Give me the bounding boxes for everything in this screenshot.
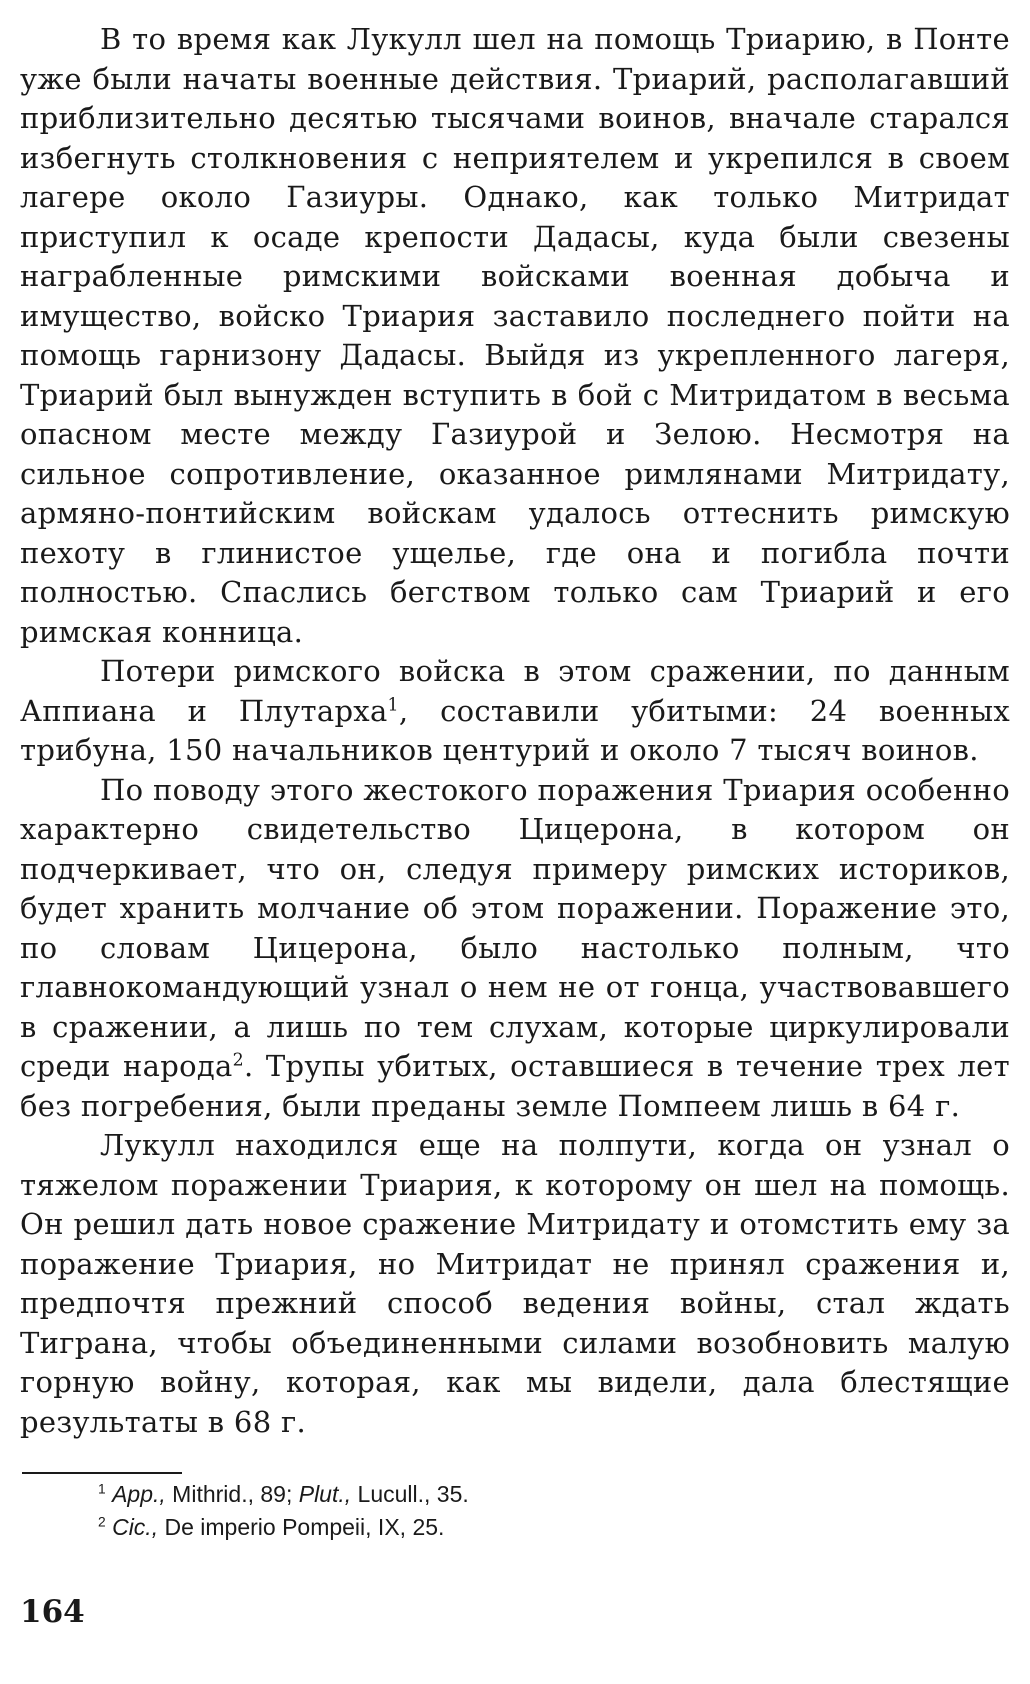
footnote-2 [98,1511,998,1544]
paragraph-3 [20,771,1010,1127]
paragraph-2 [20,652,1010,771]
footnote-author: Plut., [298,1481,352,1507]
paragraph-1: В то время как Лукулл шел на помощь Триарию, в Понте уже были начаты военные действия. Триарий, располагавший приблизительно десятью тысячами воинов, вначале старался избегнуть столкновения с неприятелем и укрепился в своем лагере около Газиуры. Однако, как только Митридат приступил к осаде крепости Дадасы, куда были свезены награбленные римскими войсками военная добыча и имущество, войско Триария заставило последнего пойти на помощь гарнизону Дадасы. Выйдя из укрепленного лагеря, Триарий был вынужден вступить в бой с Митридатом в весьма опасном месте между Газиурой и Зелою. Несмотря на сильное сопротивление, оказанное римлянами Митридату, армяно-понтийским войскам удалось оттеснить римскую пехоту в глинистое ущелье, где она и погибла почти полностью. Спаслись бегством только сам Триарий и его римская конница. [20,22,1010,649]
paragraph-4: Лукулл находился еще на полпути, когда он узнал о тяжелом поражении Триария, к которому он шел на помощь. Он решил дать новое сражение Митридату и отомстить ему за поражение Триария, но Митридат не принял сражения и, предпочтя прежний способ ведения войны, стал ждать Тиграна, чтобы объединенными силами возобновить малую горную войну, которая, как мы видели, дала блестящие результаты в 68 г. [20,1128,1010,1439]
footnote-ref-2: 2 [232,1050,244,1071]
paragraph-2-text-cont: , составили убитыми: 24 военных трибуна, 150 начальников центурий и около 7 тысяч воинов. [20,693,1010,767]
footnote-author: App., [112,1481,166,1507]
page-number: 164 [20,1594,85,1630]
main-text [20,20,1010,1442]
paragraph-2-text: Потери римского войска в этом сражении, по данным Аппиана и Плутарха [20,654,1010,728]
footnote-ref-1: 1 [387,694,399,715]
paragraph-3-text-cont: . Трупы убитых, оставшиеся в течение трех лет без погребения, были преданы земле Помпеем лишь в 64 г. [20,1049,1010,1123]
footnote-1 [98,1478,998,1511]
footnote-number: 2 [98,1514,106,1530]
footnote-source: Mithrid., 89; [165,1481,299,1507]
footnote-number: 1 [98,1481,106,1497]
paragraph-3-text: По поводу этого жестокого поражения Триария особенно характерно свидетельство Цицерона, в котором он подчеркивает, что он, следуя примеру римских историков, будет хранить молчание об этом поражении. Поражение это, по словам Цицерона, было настолько полным, что главнокомандующий узнал о нем не от гонца, участвовавшего в сражении, а лишь по тем слухам, которые циркулировали среди народа [20,772,1010,1083]
footnote-divider [22,1472,182,1474]
footnote-source: Lucull., 35. [351,1481,469,1507]
footnote-source: De imperio Pompeii, IX, 25. [158,1514,445,1540]
footnotes [98,1478,998,1544]
footnote-author: Cic., [112,1514,159,1540]
